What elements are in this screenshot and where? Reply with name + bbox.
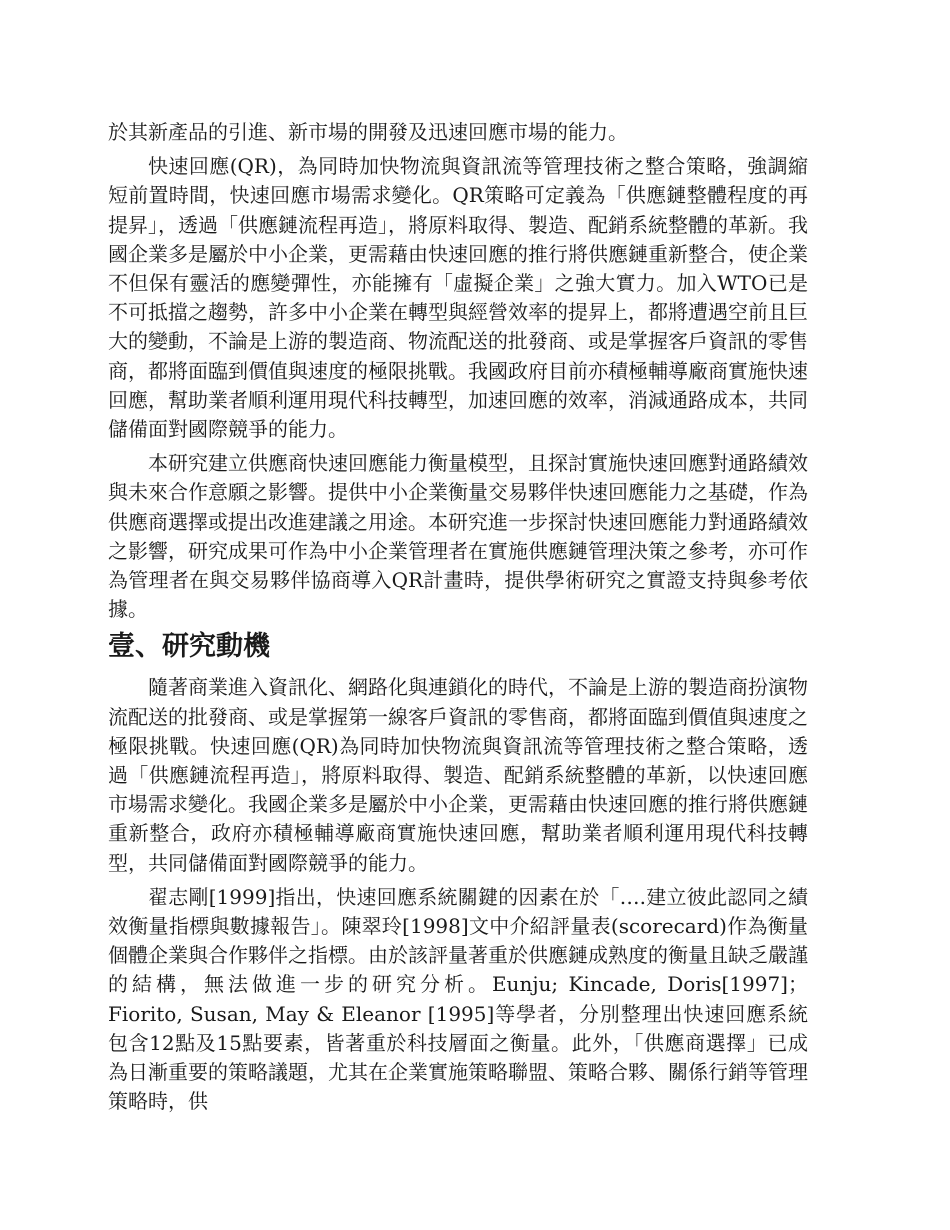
paragraph-continuation: 於其新產品的引進、新市場的開發及迅速回應市場的能力。 bbox=[108, 120, 628, 144]
paragraph-motivation-2: 翟志剛[1999]指出，快速回應系統關鍵的因素在於「….建立彼此認同之績效衡量指標與數據報告」。陳翠玲[1998]文中介紹評量表(scorecard)作為衡量個體企業與合作夥伴之指標。由於該評量著重於供應鏈成熟度的衡量且缺乏嚴謹的結構，無法做進一步的研究分析。Eunju; Kincade, Doris[1997]；Fiorito, Susan, May & Eleanor [1995]等學者，分別整理出快速回應系統包含12點及15點要素，皆著重於科技層面之衡量。此外，「供應商選擇」已成為日漸重要的策略議題，尤其在企業實施策略聯盟、策略合夥、關係行銷等管理策略時，供 bbox=[108, 884, 808, 1114]
paragraph-motivation-1: 隨著商業進入資訊化、網路化與連鎖化的時代，不論是上游的製造商扮演物流配送的批發商、或是掌握第一線客戶資訊的零售商，都將面臨到價值與速度之極限挑戰。快速回應(QR)為同時加快物流與資訊流等管理技術之整合策略，透過「供應鏈流程再造」，將原料取得、製造、配銷系統整體的革新，以快速回應市場需求變化。我國企業多是屬於中小企業，更需藉由快速回應的推行將供應鏈重新整合，政府亦積極輔導廠商實施快速回應，幫助業者順利運用現代科技轉型，共同儲備面對國際競爭的能力。 bbox=[108, 675, 808, 875]
paragraph-research-purpose: 本研究建立供應商快速回應能力衡量模型，且探討實施快速回應對通路績效與未來合作意願之影響。提供中小企業衡量交易夥伴快速回應能力之基礎，作為供應商選擇或提出改進建議之用途。本研究進一步探討快速回應能力對通路績效之影響，研究成果可作為中小企業管理者在實施供應鏈管理決策之參考，亦可作為管理者在與交易夥伴協商導入QR計畫時，提供學術研究之實證支持與參考依據。 bbox=[108, 451, 808, 622]
paragraph-qr-definition: 快速回應(QR)，為同時加快物流與資訊流等管理技術之整合策略，強調縮短前置時間，快速回應市場需求變化。QR策略可定義為「供應鏈整體程度的再提昇」，透過「供應鏈流程再造」，將原料取得、製造、配銷系統整體的革新。我國企業多是屬於中小企業，更需藉由快速回應的推行將供應鏈重新整合，使企業不但保有靈活的應變彈性，亦能擁有「虛擬企業」之強大實力。加入WTO已是不可抵擋之趨勢，許多中小企業在轉型與經營效率的提昇上，都將遭遇空前且巨大的變動，不論是上游的製造商、物流配送的批發商、或是掌握客戶資訊的零售商，都將面臨到價值與速度的極限挑戰。我國政府目前亦積極輔導廠商實施快速回應，幫助業者順利運用現代科技轉型，加速回應的效率，消減通路成本，共同儲備面對國際競爭的能力。 bbox=[108, 154, 808, 442]
document-page bbox=[108, 118, 808, 1122]
section-heading: 壹、研究動機 bbox=[108, 631, 270, 663]
